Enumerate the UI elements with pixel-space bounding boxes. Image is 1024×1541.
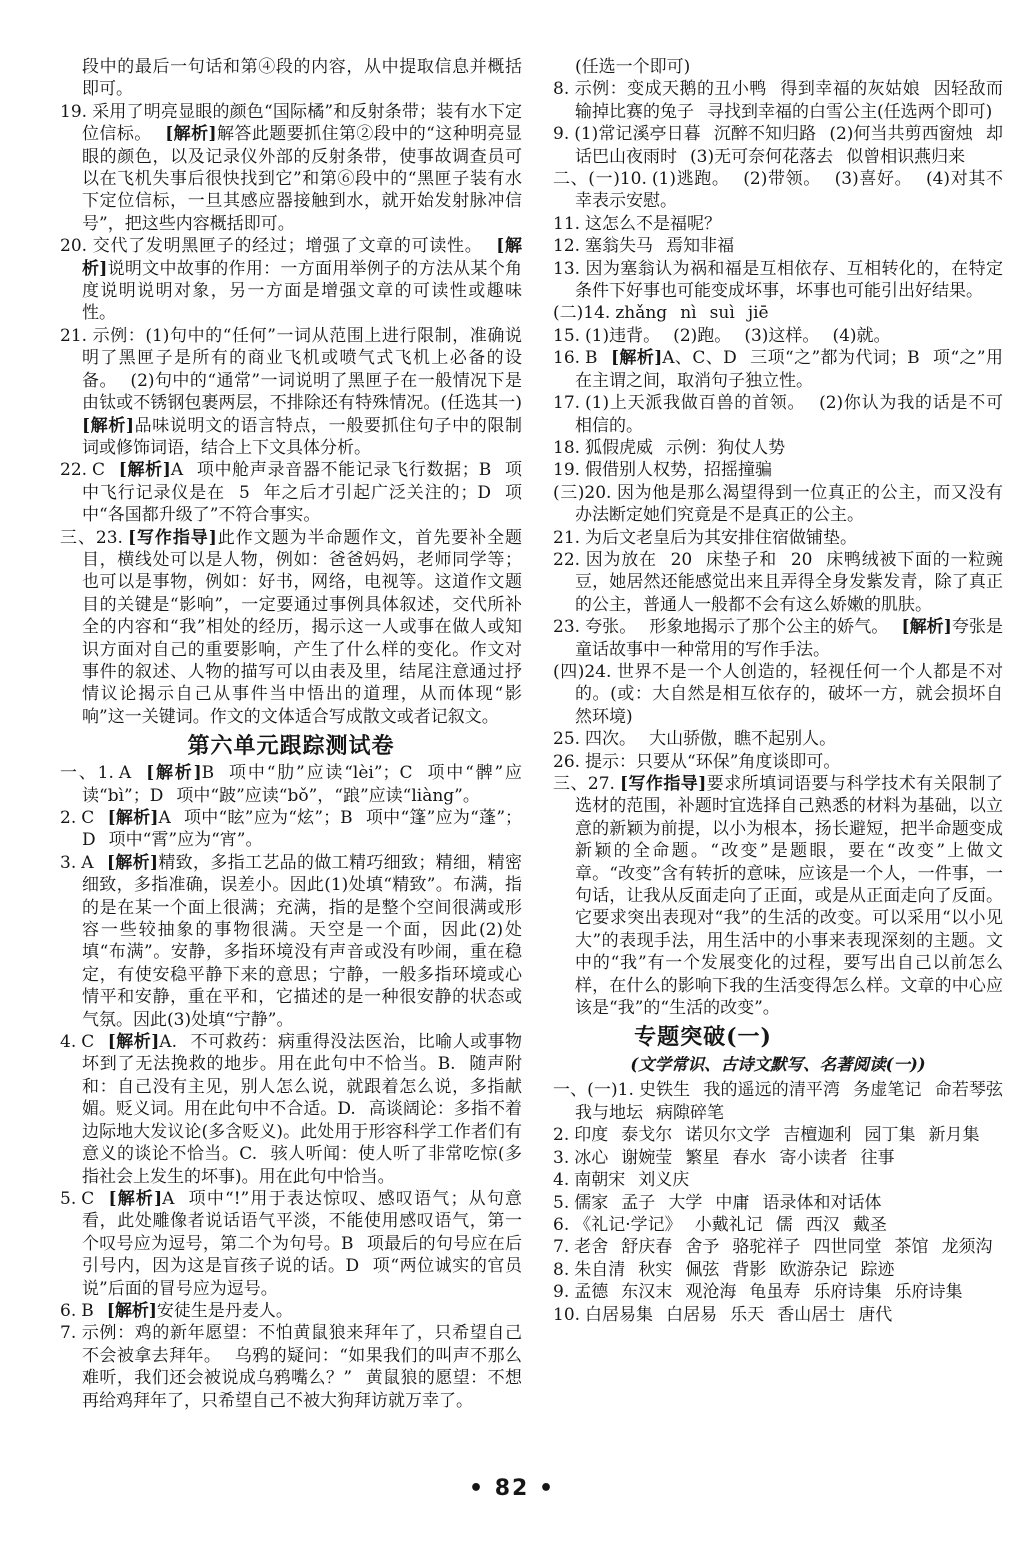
item-number: 三、23. [60, 527, 123, 548]
item-text: 假借别人权势，招摇撞骗 [585, 460, 773, 481]
item-text: 白居易集 白居易 乐天 香山居士 唐代 [585, 1304, 893, 1325]
item-number: 6. [553, 1214, 570, 1235]
answer-item [553, 661, 1003, 728]
item-text: (任选一个即可) [575, 57, 691, 77]
item-number: 26. [553, 751, 581, 772]
answer-item [60, 459, 522, 526]
item-number: 23. [553, 617, 581, 638]
item-text: C [解析]A 项中舱声录音器不能记录飞行数据；B 项中飞行记录仪是在 5 年之后才引起广泛关注的；D 项中“各国都升级了”不符合事实。 [82, 460, 522, 526]
page-number: • 82 • [468, 1476, 556, 1501]
item-text: 示例：(1)句中的“任何”一词从范围上进行限制，准确说明了黑匣子是所有的商业飞机或喷气式飞机上必备的设备。 (2)句中的“通常”一词说明了黑匣子在一般情况下是由钛或不锈钢包裹两层，不排除还有特殊情况。(任选其一) [解析]品味说明文的语言特点，一般要抓住句子中的限制词或修饰词语，结合上下文具体分析。 [82, 325, 522, 458]
item-number: 15. [553, 325, 581, 346]
item-text: 孟德 东汉末 观沧海 龟虽寿 乐府诗集 乐府诗集 [574, 1282, 963, 1303]
item-number: 11. [553, 213, 581, 234]
answer-item [60, 101, 522, 235]
answer-item [553, 1236, 1003, 1258]
item-number: 16. [553, 348, 581, 369]
item-number: 9. [553, 124, 570, 145]
section-heading: 第六单元跟踪测试卷 [187, 733, 395, 760]
answer-item [60, 325, 522, 459]
item-number: 3. [553, 1147, 570, 1168]
answer-item [553, 123, 1003, 168]
answer-item [553, 258, 1003, 303]
item-number: 7. [553, 1237, 570, 1258]
answer-item [553, 168, 1003, 213]
item-text: (1)常记溪亭日暮 沉醉不知归路 (2)何当共剪西窗烛 却话巴山夜雨时 (3)无可奈何花落去 似曾相识燕归来 [574, 124, 1003, 167]
item-number: 17. [553, 393, 581, 414]
answer-item [60, 762, 522, 807]
item-number: 22. [553, 549, 581, 570]
answer-item [553, 1192, 1003, 1214]
item-number: 21. [553, 527, 581, 548]
item-number: 20. [60, 236, 88, 257]
answer-item [553, 1147, 1003, 1169]
item-number: 4. [60, 1032, 77, 1053]
item-number: 二、(一)10. [553, 169, 647, 190]
item-number: (二)14. [553, 303, 611, 324]
item-number: 2. [553, 1125, 570, 1146]
answer-item [553, 1079, 1003, 1124]
item-text: 塞翁失马 焉知非福 [585, 236, 735, 257]
item-text: 交代了发明黑匣子的经过；增强了文章的可读性。 [解析]说明文中故事的作用：一方面用举例子的方法从某个角度说明说明对象，另一方面是增强文章的可读性或趣味性。 [82, 236, 523, 324]
item-number: 18. [553, 437, 581, 458]
item-number: 21. [60, 325, 88, 346]
item-number: 6. [60, 1300, 77, 1321]
item-text: B [解析]A、C、D 三项“之”都为代词；B 项“之”用在主谓之间，取消句子独立性。 [575, 348, 1004, 391]
item-text: 提示：只要从“环保”角度谈即可。 [585, 751, 841, 772]
item-number: 25. [553, 729, 581, 750]
item-number: 一、1. [60, 763, 114, 784]
answer-item [553, 392, 1003, 437]
answer-list [553, 56, 1003, 1019]
item-text: A [解析]精致，多指工艺品的做工精巧细致；精细，精密细致，多指准确，误差小。因此(1)处填“精致”。布满，指的是在某一个面上很满；充满，指的是整个空间很满或形容一些较抽象的事物很满。天空是一个面，因此(2)处填“布满”。安静，多指环境没有声音或没有吵闹，重在稳定，有使安稳平静下来的意思；宁静，一般多指环境或心情平和安静，重在平和，它描述的是一种很安静的状态或气氛。因此(3)处填“宁静”。 [81, 852, 522, 1030]
answer-continuation [553, 56, 1003, 78]
item-number: 19. [553, 460, 581, 481]
item-text: C [解析]A 项中“眩”应为“炫”；B 项中“篷”应为“蓬”；D 项中“霄”应为“宵”。 [81, 808, 523, 851]
section-subheading: (文学常识、古诗文默写、名著阅读(一)) [630, 1055, 926, 1075]
answer-continuation [60, 56, 522, 101]
item-number: 7. [60, 1323, 77, 1344]
item-text: 采用了明亮显眼的颜色“国际橘”和反射条带；装有水下定位信标。 [解析]解答此题要抓住第②段中的“这种明亮显眼的颜色，以及记录仪外部的反射条带，使事故调查员可以在飞机失事后很快找到它”和第⑥段中的“黑匣子装有水下定位信标，一旦其感应器接触到水，就开始发射脉冲信号”，把这些内容概括即可。 [82, 101, 522, 234]
item-number: 三、27. [553, 774, 615, 794]
item-text: 印度 泰戈尔 诺贝尔文学 吉檀迦利 园丁集 新月集 [574, 1125, 980, 1146]
item-text: 因为他是那么渴望得到一位真正的公主，而又没有办法断定她们究竟是不是真正的公主。 [575, 482, 1003, 526]
item-text: 因为放在 20 床垫子和 20 床鸭绒被下面的一粒豌豆，她居然还能感觉出来且弄得全身发紫发青，除了真正的公主，普通人一般都不会有这么娇嫩的肌肤。 [575, 549, 1003, 615]
right-column [553, 56, 1003, 1326]
item-text: 《礼记·学记》 小戴礼记 儒 西汉 戴圣 [574, 1214, 887, 1235]
item-number: 一、(一)1. [553, 1080, 634, 1101]
answer-item [553, 1304, 1003, 1326]
answer-item [553, 1124, 1003, 1146]
item-text: 夸张。 形象地揭示了那个公主的娇气。 [解析]夸张是童话故事中一种常用的写作手法。 [575, 617, 1003, 660]
answer-item [553, 549, 1003, 616]
answer-item [553, 78, 1003, 123]
item-number: 3. [60, 852, 77, 873]
answer-item [60, 235, 522, 325]
left-column [60, 56, 522, 1412]
answer-item [553, 235, 1003, 257]
item-text: 狐假虎威 示例：狗仗人势 [585, 437, 786, 458]
item-text: (1)违背。 (2)跑。 (3)这样。 (4)就。 [585, 325, 891, 346]
answer-item [553, 1259, 1003, 1281]
item-text: A [解析]B 项中“肋”应读“lèi”；C 项中“髀”应读“bì”；D 项中“跛”应读“bǒ”，“踉”应读“liàng”。 [82, 763, 522, 806]
answer-item [553, 1214, 1003, 1236]
item-text: [写作指导]要求所填词语要与科学技术有关限制了选材的范围，补题时宜选择自己熟悉的材料为基础，以立意的新颖为前提，以小为根本，扬长避短，把半命题变成新颖的全命题。“改变”是题眼，要在“改变”上做文章。“改变”含有转折的意味，应该是一个人，一件事，一句话，让我从反面走向了正面，或是从正面走向了反面。它要求突出表现对“我”的生活的改变。可以采用“以小见大”的表现手法，用生活中的小事来表现深刻的主题。文中的“我”有一个发展变化的过程，要写出自己以前怎么样，在什么的影响下我的生活变得怎么样。文章的中心应该是“我”的“生活的改变”。 [575, 774, 1004, 1019]
item-text: 四次。 大山骄傲，瞧不起别人。 [585, 729, 837, 750]
answer-item [553, 527, 1003, 549]
item-number: 9. [553, 1282, 570, 1303]
section-heading: 专题突破(一) [634, 1024, 772, 1051]
answer-item [553, 616, 1003, 661]
answer-item [60, 1300, 522, 1322]
item-text: B [解析]安徒生是丹麦人。 [81, 1300, 293, 1321]
answer-item [60, 807, 522, 852]
item-number: 2. [60, 808, 77, 828]
answer-item [553, 302, 1003, 324]
item-text: (1)上天派我做百兽的首领。 (2)你认为我的话是不可相信的。 [575, 393, 1003, 436]
item-text: 儒家 孟子 大学 中庸 语录体和对话体 [574, 1192, 882, 1213]
answer-list [553, 1079, 1003, 1325]
item-text: 为后文老皇后为其安排住宿做铺垫。 [585, 527, 858, 548]
answer-item [553, 459, 1003, 481]
item-number: 8. [553, 79, 570, 100]
answer-item [553, 773, 1003, 1019]
item-text: 段中的最后一句话和第④段的内容，从中提取信息并概括即可。 [82, 57, 522, 100]
answer-item [553, 347, 1003, 392]
answer-item [60, 852, 522, 1031]
item-number: 5. [60, 1188, 77, 1209]
item-number: (四)24. [553, 661, 612, 682]
item-text: 朱自清 秋实 佩弦 背影 欧游杂记 踪迹 [574, 1259, 895, 1280]
answer-list [60, 762, 522, 1412]
item-text: 示例：鸡的新年愿望：不怕黄鼠狼来拜年了，只希望自己不会被拿去拜年。 乌鸦的疑问：“如果我们的叫声不那么难听，我们还会被说成乌鸦嘴么？” 黄鼠狼的愿望：不想再给鸡拜年了，只希望自己不被大狗拜访就万幸了。 [81, 1323, 522, 1411]
item-text: zhǎng nì suì jiē [615, 303, 769, 324]
answer-item [553, 728, 1003, 750]
answer-item [553, 1169, 1003, 1191]
item-number: 4. [553, 1170, 570, 1191]
item-text: 示例：变成天鹅的丑小鸭 得到幸福的灰姑娘 因轻敌而输掉比赛的兔子 寻找到幸福的白雪公主(任选两个即可) [574, 79, 1003, 122]
item-number: 22. [60, 460, 88, 481]
item-text: 南朝宋 刘义庆 [574, 1170, 690, 1191]
item-number: 12. [553, 236, 581, 257]
item-text: (1)逃跑。 (2)带领。 (3)喜好。 (4)对其不幸表示安慰。 [575, 169, 1003, 212]
answer-item [553, 1281, 1003, 1303]
item-number: 8. [553, 1259, 570, 1280]
answer-item [60, 1031, 522, 1188]
item-text: C [解析]A 项中“!”用于表达惊叹、感叹语气；从句意看，此处雕像者说话语气平淡，不能使用感叹语气，第一个叹号应为逗号，第二个为句号。B 项最后的句号应在后引号内，因为这是盲孩子说的话。D 项“两位诚实的官员说”后面的冒号应为逗号。 [81, 1188, 523, 1299]
answer-item [553, 482, 1003, 527]
item-text: [写作指导]此作文题为半命题作文，首先要补全题目，横线处可以是人物，例如：爸爸妈妈，老师同学等；也可以是事物，例如：好书，网络，电视等。这道作文题目的关键是“影响”，一定要通过事例具体叙述，交代所补全的内容和“我”相处的经历，揭示这一人或事在做人或知识方面对自己的重要影响，产生了什么样的变化。作文对事件的叙述、人物的描写可以由表及里，结尾注意通过抒情议论揭示自己从事件当中悟出的道理，从而体现“影响”这一关键词。作文的文体适合写成散文或者记叙文。 [82, 527, 523, 727]
answer-item [60, 527, 522, 729]
item-text: 因为塞翁认为祸和福是互相依存、互相转化的，在特定条件下好事也可能变成坏事，坏事也可能引出好结果。 [575, 258, 1003, 302]
item-text: 史铁生 我的遥远的清平湾 务虚笔记 命若琴弦 我与地坛 病隙碎笔 [575, 1080, 1004, 1123]
answer-item [553, 751, 1003, 773]
item-number: 19. [60, 101, 88, 122]
answer-item [553, 325, 1003, 347]
item-text: 这怎么不是福呢？ [585, 213, 722, 234]
item-number: (三)20. [553, 482, 612, 503]
item-text: 冰心 谢婉莹 繁星 春水 寄小读者 往事 [574, 1147, 895, 1168]
answer-item [60, 1188, 522, 1300]
answer-item [553, 437, 1003, 459]
item-number: 13. [553, 258, 581, 279]
item-text: 老舍 舒庆春 舍予 骆驼祥子 四世同堂 茶馆 龙须沟 [574, 1237, 993, 1258]
answer-list [60, 56, 522, 728]
answer-item [60, 1322, 522, 1412]
answer-item [553, 213, 1003, 235]
item-text: 世界不是一个人创造的，轻视任何一个人都是不对的。(或：大自然是相互依存的，破坏一方，就会损坏自然环境) [575, 661, 1003, 727]
item-number: 5. [553, 1192, 570, 1213]
item-number: 10. [553, 1304, 581, 1325]
item-text: C [解析]A. 不可救药：病重得没法医治，比喻人或事物坏到了无法挽救的地步。用在此句中不恰当。B. 随声附和：自己没有主见，别人怎么说，就跟着怎么说，多指献媚。贬义词。用在此句中不合适。D. 高谈阔论：多指不着边际地大发议论(多含贬义)。此处用于形容科学工作者们有意义的谈论不恰当。C. 骇人听闻：使人听了非常吃惊(多指社会上发生的坏事)。用在此句中恰当。 [81, 1032, 523, 1187]
